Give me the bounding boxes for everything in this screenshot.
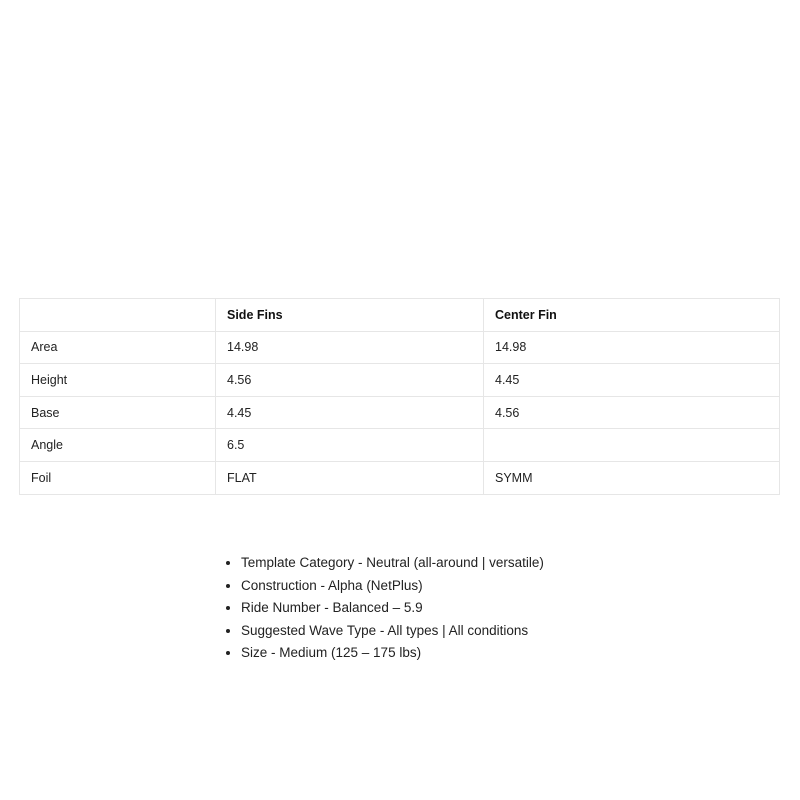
side-fins-value: 14.98	[216, 331, 484, 364]
table-row	[20, 429, 780, 462]
feature-list	[222, 552, 544, 665]
row-label: Base	[20, 396, 216, 429]
table-row	[20, 396, 780, 429]
list-item: • Construction - Alpha (NetPlus)	[241, 575, 544, 598]
side-fins-value: 4.45	[216, 396, 484, 429]
side-fins-value: 6.5	[216, 429, 484, 462]
center-fin-value	[484, 429, 780, 462]
row-label: Height	[20, 364, 216, 397]
header-cell-empty	[20, 299, 216, 332]
center-fin-value: 14.98	[484, 331, 780, 364]
list-item: • Size - Medium (125 – 175 lbs)	[241, 642, 544, 665]
header-cell-center-fin: Center Fin	[484, 299, 780, 332]
center-fin-value: 4.56	[484, 396, 780, 429]
list-item: • Ride Number - Balanced – 5.9	[241, 597, 544, 620]
table-row	[20, 461, 780, 494]
list-item: • Template Category - Neutral (all-around | versatile)	[241, 552, 544, 575]
header-cell-side-fins: Side Fins	[216, 299, 484, 332]
center-fin-value: SYMM	[484, 461, 780, 494]
side-fins-value: 4.56	[216, 364, 484, 397]
table-header-row	[20, 299, 780, 332]
row-label: Area	[20, 331, 216, 364]
row-label: Angle	[20, 429, 216, 462]
list-item: • Suggested Wave Type - All types | All conditions	[241, 620, 544, 643]
fin-specs-table	[19, 298, 780, 495]
row-label: Foil	[20, 461, 216, 494]
side-fins-value: FLAT	[216, 461, 484, 494]
table-row	[20, 364, 780, 397]
center-fin-value: 4.45	[484, 364, 780, 397]
table-row	[20, 331, 780, 364]
